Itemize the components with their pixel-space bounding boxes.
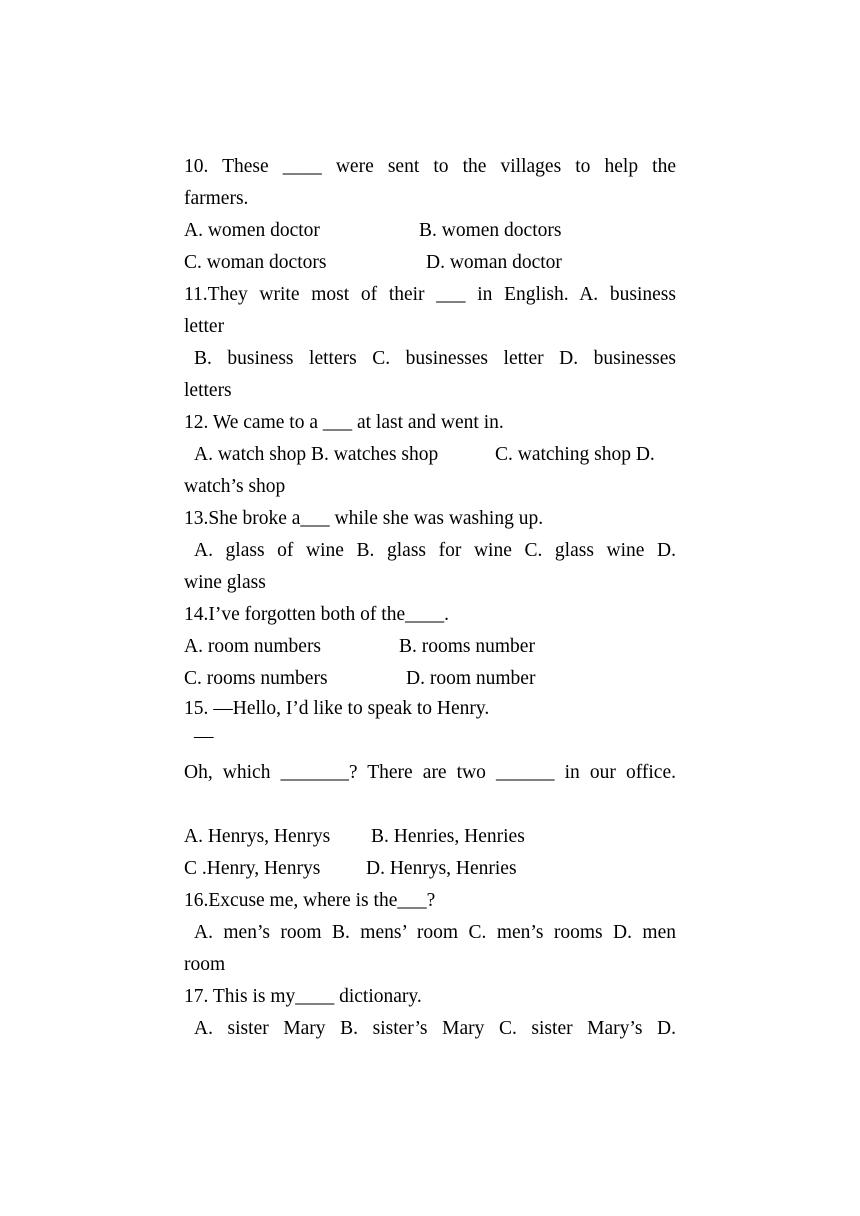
- q10-option-a: A. women doctor: [184, 220, 320, 241]
- q13-stem: 13.She broke a___ while she was washing up.: [184, 508, 544, 529]
- q11-options-line1: B. business letters C. businesses letter D. businesses: [194, 348, 676, 369]
- q15-option-c: C .Henry, Henrys: [184, 858, 321, 879]
- q15-stem-line2: Oh, which _______? There are two ______ in our office.: [184, 762, 676, 783]
- q14-options-row2: [184, 664, 676, 694]
- q13-options-line2: wine glass: [184, 572, 266, 593]
- q10-option-b: B. women doctors: [419, 220, 562, 241]
- q14-options-row1: [184, 632, 676, 662]
- q16-stem: 16.Excuse me, where is the___?: [184, 890, 436, 911]
- q11-stem-line2: letter: [184, 316, 225, 337]
- q12-stem: 12. We came to a ___ at last and went in.: [184, 412, 504, 433]
- q14-option-d: D. room number: [406, 668, 536, 689]
- q15-stem-line1: 15. —Hello, I’d like to speak to Henry.: [184, 698, 490, 719]
- q15-option-b: B. Henries, Henries: [371, 826, 525, 847]
- q10-option-d: D. woman doctor: [426, 252, 562, 273]
- q15-option-a: A. Henrys, Henrys: [184, 826, 331, 847]
- q10-option-c: C. woman doctors: [184, 252, 327, 273]
- q10-stem-line1: 10. These ____ were sent to the villages to help the: [184, 156, 676, 177]
- q13-options-line1: A. glass of wine B. glass for wine C. glass wine D.: [194, 540, 676, 561]
- q10-options-row2: [184, 248, 676, 278]
- q12-options-line1: [194, 440, 676, 470]
- q17-stem: 17. This is my____ dictionary.: [184, 986, 422, 1007]
- q14-option-c: C. rooms numbers: [184, 668, 328, 689]
- q11-options-line2: letters: [184, 380, 232, 401]
- q10-options-row1: [184, 216, 676, 246]
- q10-stem-line2: farmers.: [184, 188, 249, 209]
- q17-options-line1: A. sister Mary B. sister’s Mary C. sister Mary’s D.: [194, 1018, 676, 1039]
- q16-options-line2: room: [184, 954, 226, 975]
- q15-option-d: D. Henrys, Henries: [366, 858, 517, 879]
- q15-dash: —: [194, 726, 214, 747]
- q12-options-line2: watch’s shop: [184, 476, 286, 497]
- q14-option-a: A. room numbers: [184, 636, 322, 657]
- q12-options-cd: C. watching shop D.: [495, 444, 655, 465]
- q14-stem: 14.I’ve forgotten both of the____.: [184, 604, 450, 625]
- q14-option-b: B. rooms number: [399, 636, 535, 657]
- q12-options-ab: A. watch shop B. watches shop: [194, 444, 439, 465]
- q16-options-line1: A. men’s room B. mens’ room C. men’s rooms D. men: [194, 922, 676, 943]
- q15-options-row1: [184, 822, 676, 852]
- q11-stem-line1: 11.They write most of their ___ in English. A. business: [184, 284, 676, 305]
- q15-options-row2: [184, 854, 676, 884]
